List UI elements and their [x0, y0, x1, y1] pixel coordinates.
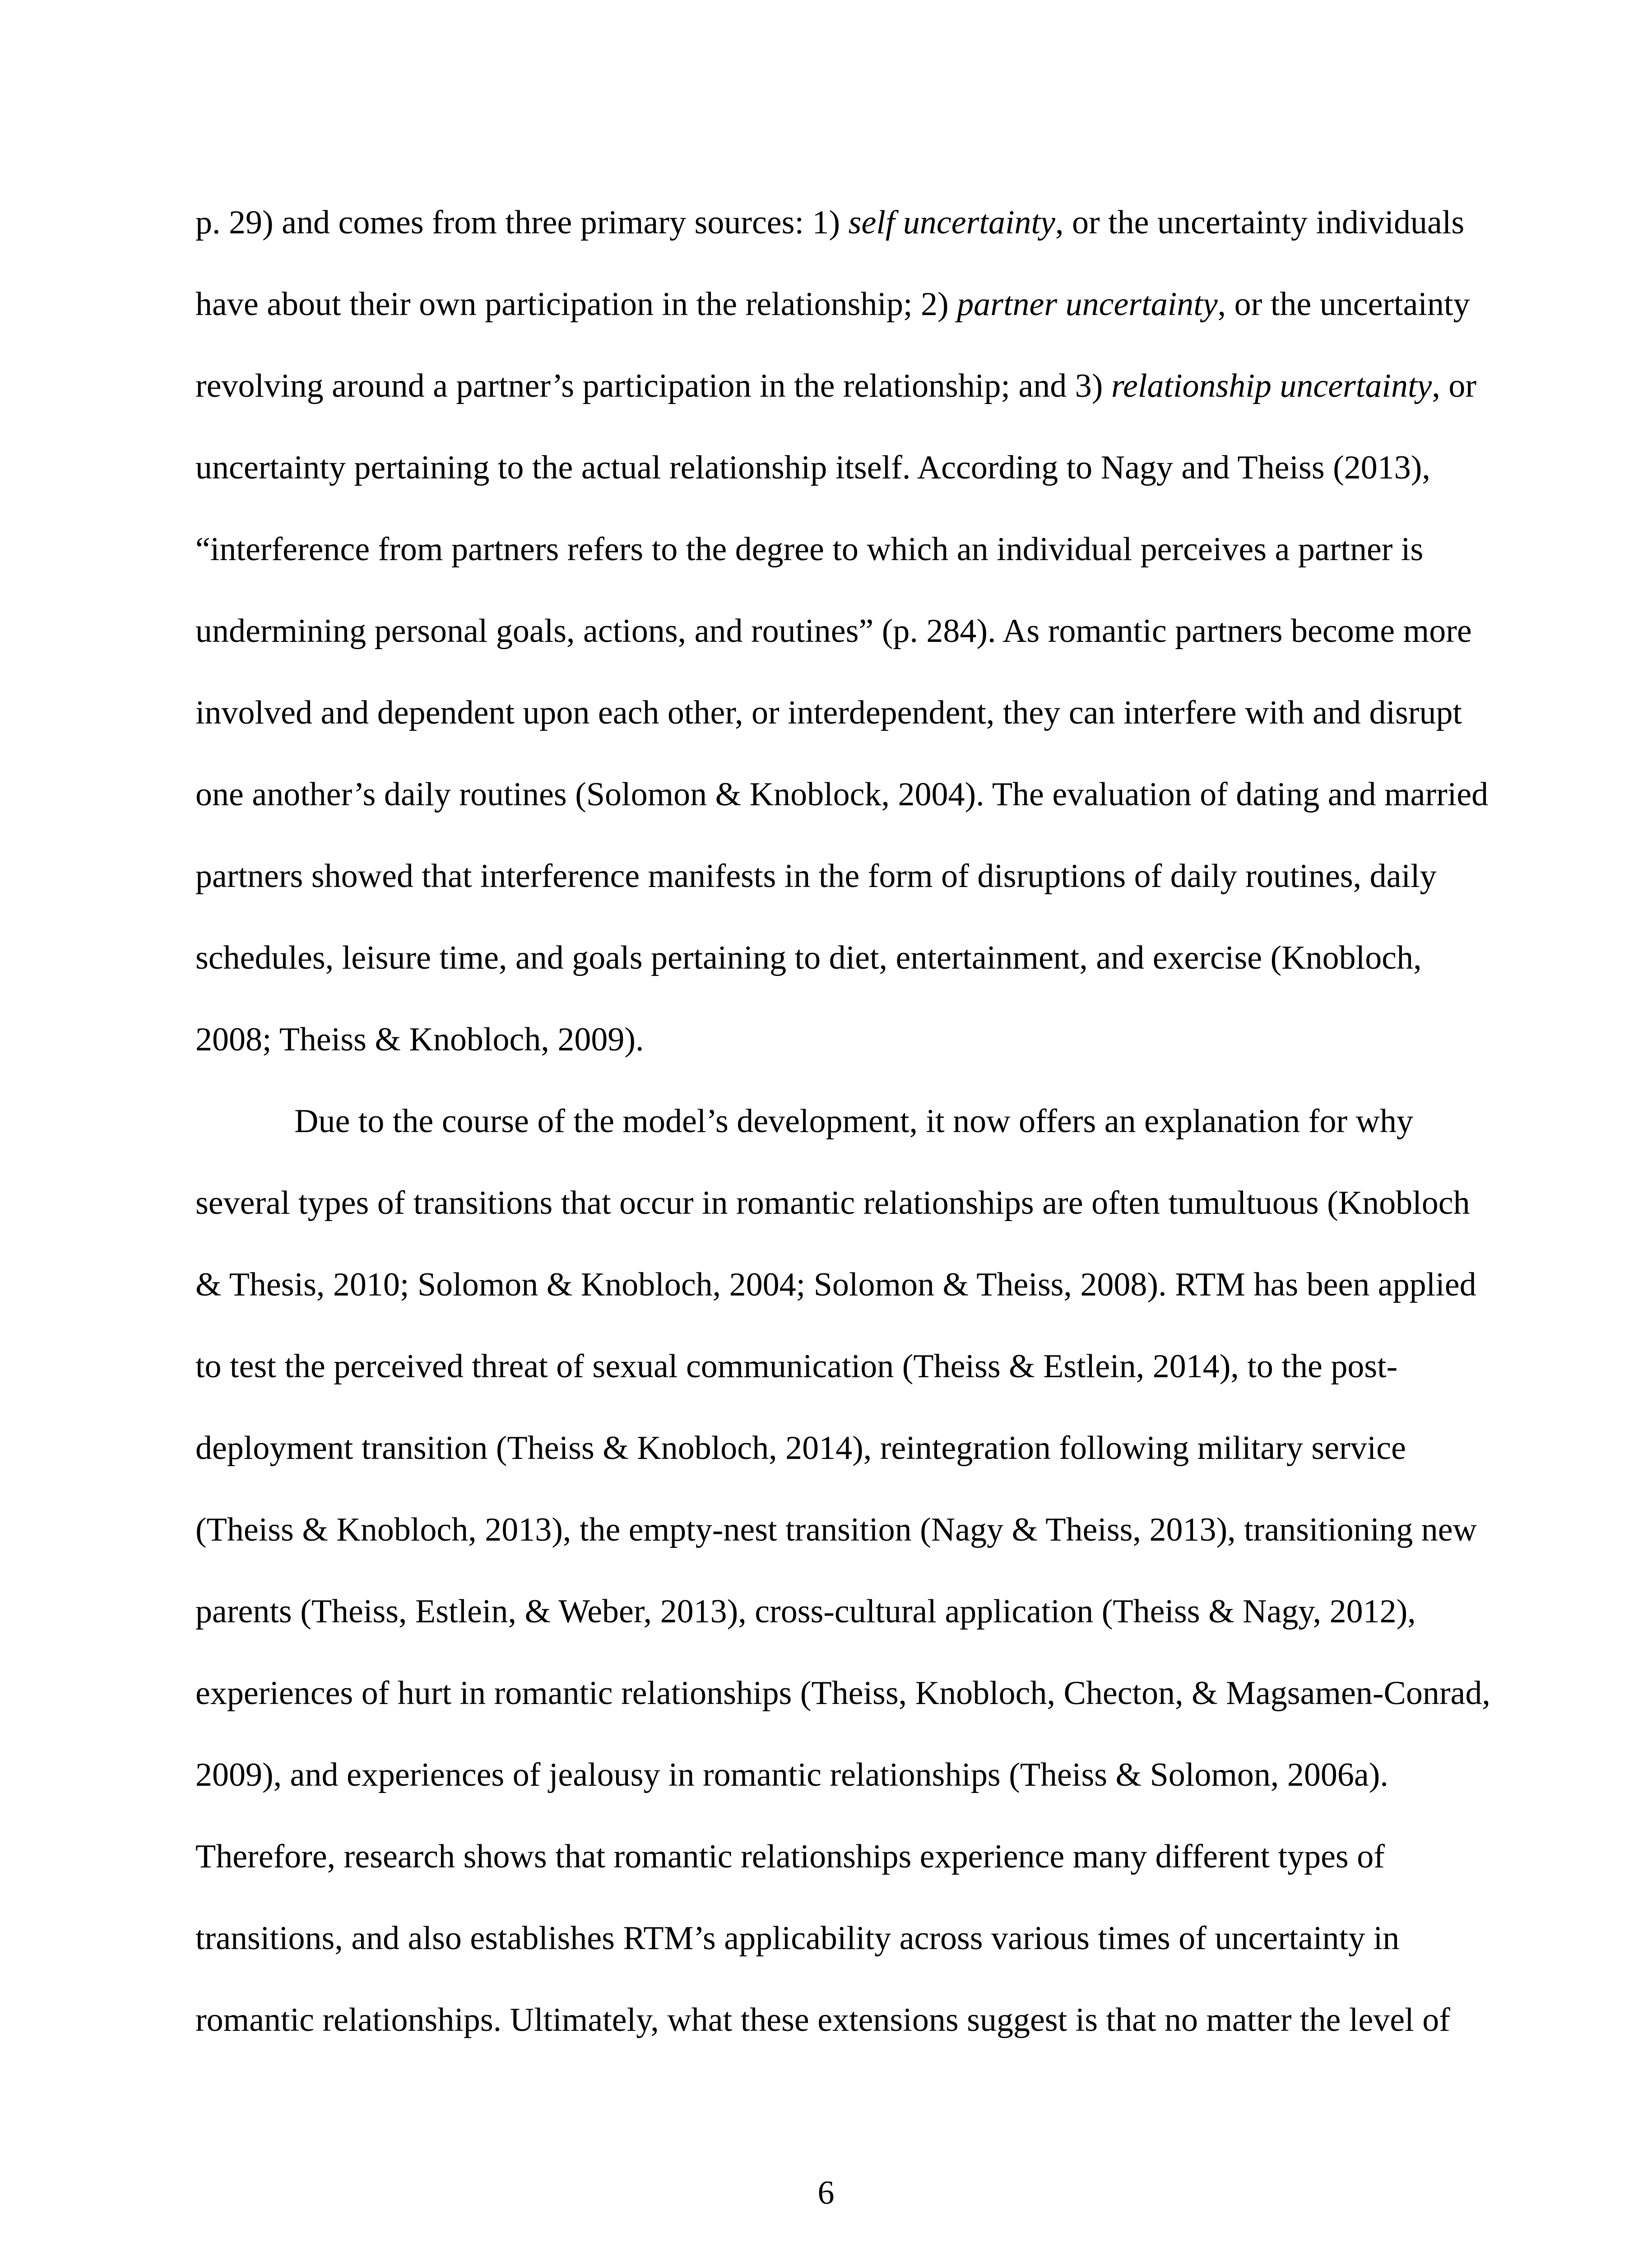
- italic-term-relationship-uncertainty: relationship uncertainty: [1111, 367, 1432, 404]
- text-line: Therefore, research shows that romantic relationships experience many different types of: [195, 1838, 1385, 1875]
- text-line: involved and dependent upon each other, or interdependent, they can interfere with and disrupt: [195, 694, 1462, 731]
- text-line: deployment transition (Theiss & Knobloch, 2014), reintegration following military service: [195, 1430, 1406, 1467]
- text-line: [195, 363, 1476, 409]
- text-line: [195, 282, 1470, 327]
- text-line: 2009), and experiences of jealousy in romantic relationships (Theiss & Solomon, 2006a).: [195, 1756, 1388, 1793]
- text-line: several types of transitions that occur in romantic relationships are often tumultuous (Knobloch: [195, 1184, 1470, 1221]
- page-number: 6: [817, 2174, 835, 2211]
- text-line: & Thesis, 2010; Solomon & Knobloch, 2004; Solomon & Theiss, 2008). RTM has been applied: [195, 1266, 1476, 1303]
- text-run: , or the uncertainty: [1217, 286, 1470, 323]
- text-line: parents (Theiss, Estlein, & Weber, 2013), cross-cultural application (Theiss & Nagy, 2012),: [195, 1593, 1416, 1630]
- text-line: schedules, leisure time, and goals pertaining to diet, entertainment, and exercise (Knobloch,: [195, 939, 1422, 976]
- text-run: p. 29) and comes from three primary sources: 1): [195, 204, 849, 241]
- italic-term-self-uncertainty: self uncertainty: [848, 204, 1055, 241]
- text-line: uncertainty pertaining to the actual relationship itself. According to Nagy and Theiss (2013),: [195, 449, 1430, 486]
- text-line: romantic relationships. Ultimately, what these extensions suggest is that no matter the level of: [195, 2002, 1450, 2039]
- text-line: 2008; Theiss & Knobloch, 2009).: [195, 1021, 644, 1058]
- text-line: [195, 200, 1464, 245]
- italic-term-partner-uncertainty: partner uncertainty: [957, 286, 1218, 323]
- text-line: Due to the course of the model’s development, it now offers an explanation for why: [294, 1103, 1414, 1140]
- text-run: revolving around a partner’s participation in the relationship; and 3): [195, 367, 1111, 404]
- text-line: experiences of hurt in romantic relationships (Theiss, Knobloch, Checton, & Magsamen-Conrad,: [195, 1675, 1490, 1712]
- text-run: , or the uncertainty individuals: [1055, 204, 1465, 241]
- text-run: , or: [1432, 367, 1477, 404]
- text-line: undermining personal goals, actions, and routines” (p. 284). As romantic partners become more: [195, 613, 1472, 650]
- text-line: partners showed that interference manifests in the form of disruptions of daily routines, daily: [195, 858, 1437, 895]
- text-line: transitions, and also establishes RTM’s applicability across various times of uncertainty in: [195, 1920, 1400, 1957]
- text-line: “interference from partners refers to the degree to which an individual perceives a partner is: [195, 531, 1424, 568]
- text-line: (Theiss & Knobloch, 2013), the empty-nest transition (Nagy & Theiss, 2013), transitioning new: [195, 1511, 1477, 1548]
- text-run: have about their own participation in the relationship; 2): [195, 286, 957, 323]
- text-line: one another’s daily routines (Solomon & Knoblock, 2004). The evaluation of dating and married: [195, 776, 1489, 813]
- text-line: to test the perceived threat of sexual communication (Theiss & Estlein, 2014), to the post-: [195, 1348, 1398, 1385]
